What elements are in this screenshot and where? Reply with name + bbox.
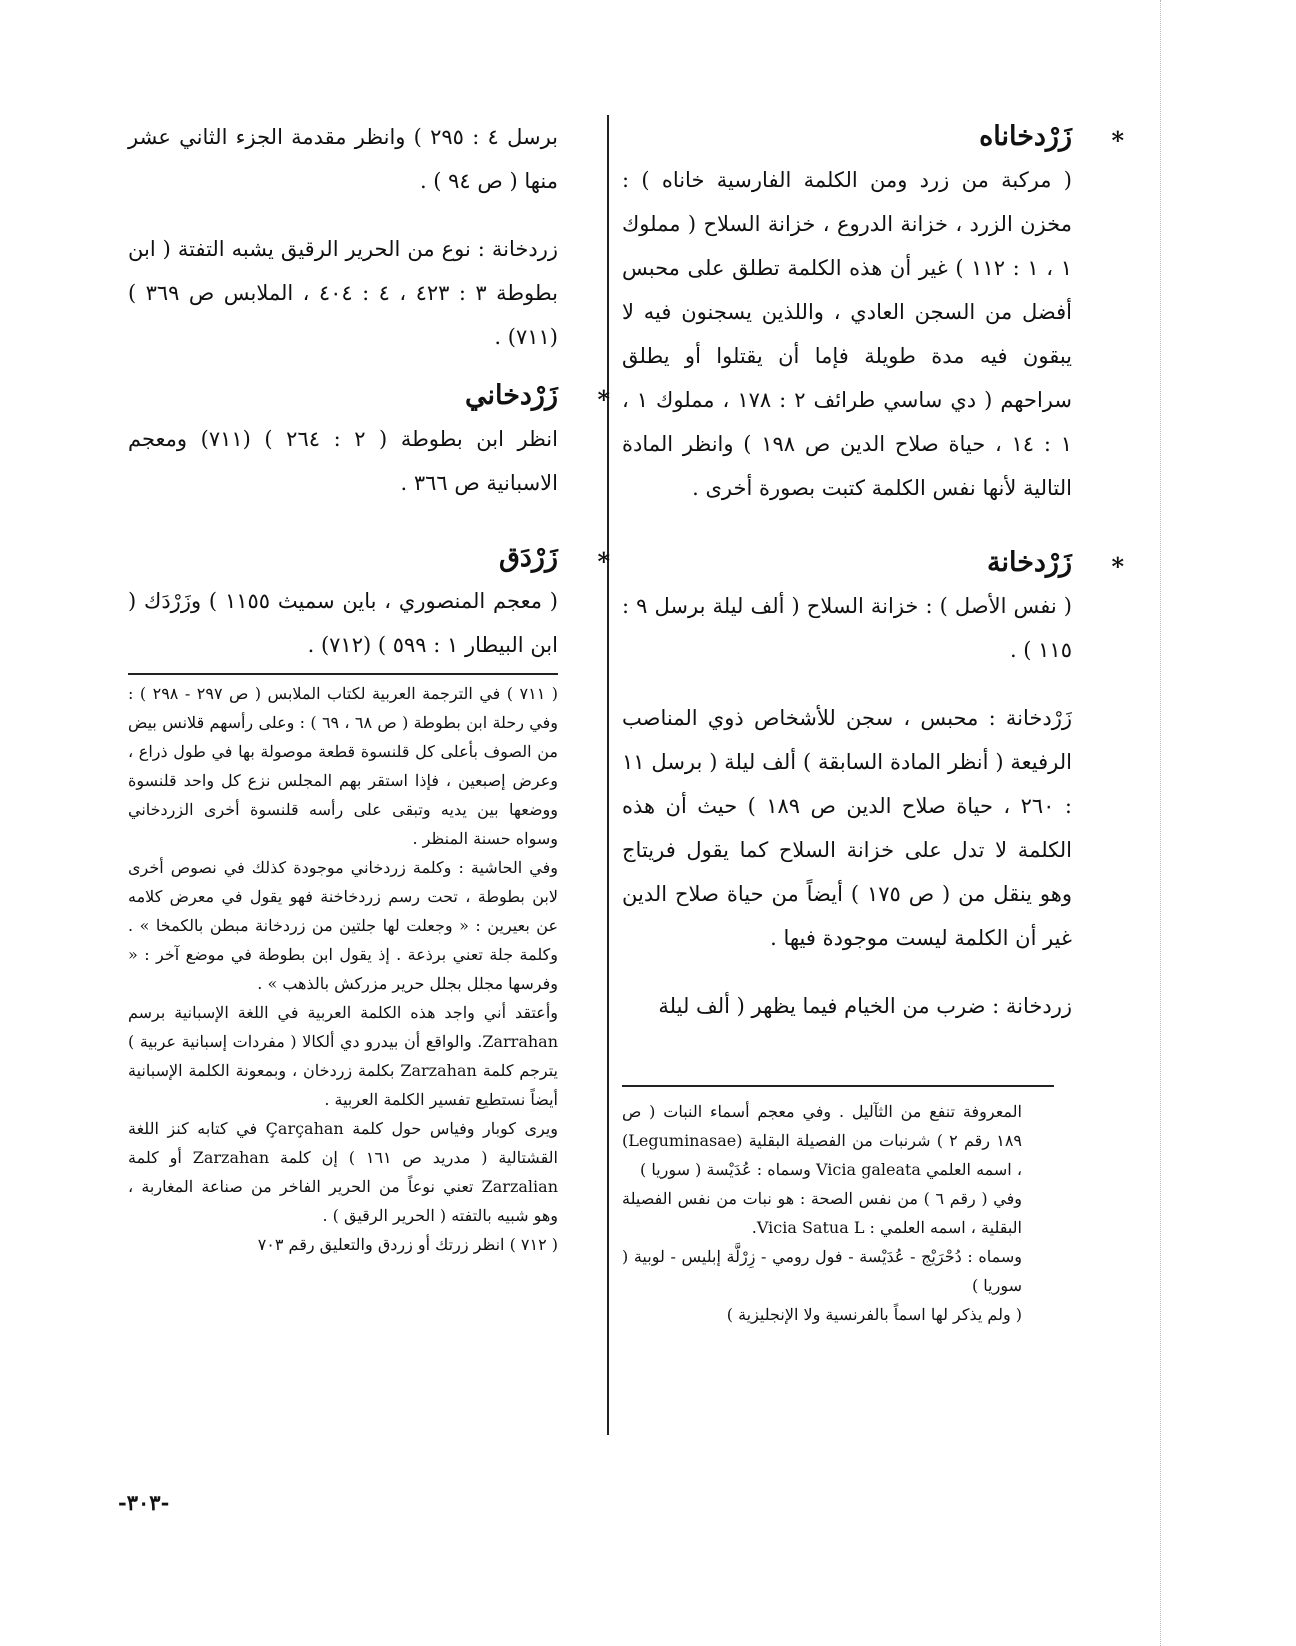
asterisk-icon: * <box>597 385 610 414</box>
asterisk-icon: * <box>1111 552 1124 581</box>
page-number: -٣٠٣- <box>118 1490 170 1515</box>
headword-text: زَرْدخاني <box>464 380 558 411</box>
entry-paragraph: ( معجم المنصوري ، باين سميث ١١٥٥ ) وزَرْدَك ( ابن البيطار ١ : ٥٩٩ ) (٧١٢) . <box>128 589 558 657</box>
left-column <box>128 115 610 1259</box>
headword <box>128 377 610 415</box>
page-edge-line <box>1160 0 1161 1646</box>
footnote-711: ( ٧١١ ) في الترجمة العربية لكتاب الملابس ( ص ٢٩٧ - ٢٩٨ ) : وفي رحلة ابن بطوطة ( ص ٦٨ ، ٦٩ ) : وعلى رأسهم قلانس بيض من الصوف بأعلى كل قلنسوة قطعة موصولة بها في طول ذراع ، وعرض إصبعين ، فإذا استقر بهم المجلس نزع كل واحد قلنسوة ووضعها بين يديه وتبقى على رأسه قلنسوة أخرى الزردخاني وسواه حسنة المنظر . <box>128 684 559 848</box>
footnote-text: وفي ( رقم ٦ ) من نفس الصحة : هو نبات من نفس الفصيلة البقلية ، اسمه العلمي : Vicia Satua L. <box>622 1189 1023 1237</box>
right-footnotes <box>622 1097 1022 1329</box>
headword <box>622 118 1124 156</box>
footnote-text: المعروفة تنفع من الثآليل . وفي معجم أسماء النبات ( ص ١٨٩ رقم ٢ ) شرنبات من الفصيلة البقلية (Leguminasae) ، اسمه العلمي Vicia galeata وسماه : عُدَيْسة ( سوريا ) <box>622 1102 1022 1179</box>
entry-paragraph: زَرْدخانة : محبس ، سجن للأشخاص ذوي المناصب الرفيعة ( أنظر المادة السابقة ) ألف ليلة ( برسل ١١ : ٢٦٠ ، حياة صلاح الدين ص ١٨٩ ) حيث أن هذه الكلمة لا تدل على خزانة السلاح كما يقول فريتاج وهو ينقل من ( ص ١٧٥ ) أيضاً من حياة صلاح الدين غير أن الكلمة ليست موجودة فيها . <box>622 706 1072 950</box>
headword-text: زَرْدَق <box>498 542 558 573</box>
entry-paragraph: ( مركبة من زرد ومن الكلمة الفارسية خاناه ) : مخزن الزرد ، خزانة الدروع ، خزانة السلاح ( مملوك ١ ، ١ : ١١٢ ) غير أن هذه الكلمة تطلق على محبس أفضل من السجن العادي ، واللذين يسجنون فيه لا يبقون فيه مدة طويلة فإما أن يقتلوا أو يطلق سراحهم ( دي ساسي طرائف ٢ : ١٧٨ ، مملوك ١ ، ١ : ١٤ ، حياة صلاح الدين ص ١٩٨ ) وانظر المادة التالية لأنها نفس الكلمة كتبت بصورة أخرى . <box>622 168 1072 500</box>
footnote-text: وأعتقد أني واجد هذه الكلمة العربية في اللغة الإسبانية برسم Zarrahan. والواقع أن بيدرو دي ألكالا ( مفردات إسبانية عربية ) يترجم كلمة Zarzahan بكلمة زردخان ، وبمعونة الكلمة الإسبانية أيضاً نستطيع تفسير الكلمة العربية . <box>128 1003 558 1109</box>
asterisk-icon: * <box>597 547 610 576</box>
entry-paragraph: انظر ابن بطوطة ( ٢ : ٢٦٤ ) (٧١١) ومعجم الاسبانية ص ٣٦٦ . <box>128 427 558 495</box>
entry-zardkhanah-2 <box>622 544 1124 1028</box>
continued-paragraph: برسل ٤ : ٢٩٥ ) وانظر مقدمة الجزء الثاني عشر منها ( ص ٩٤ ) . <box>128 125 559 193</box>
column-separator <box>607 115 609 1435</box>
entry-zardaq <box>128 539 610 667</box>
entry-paragraph: ( نفس الأصل ) : خزانة السلاح ( ألف ليلة برسل ٩ : ١١٥ ) . <box>622 594 1072 662</box>
asterisk-icon: * <box>1111 126 1124 155</box>
footnote-text: وسماه : دُحْرَيْج - عُدَيْسة - فول رومي - زِرْلَّة إبليس - لوبية ( سوريا ) <box>622 1247 1022 1295</box>
headword-text: زَرْدخانة <box>986 547 1072 578</box>
headword <box>128 539 610 577</box>
right-column <box>622 118 1124 1062</box>
entry-zardkhanah <box>622 118 1124 510</box>
footnote-rule <box>622 1085 1054 1087</box>
footnote-712: ( ٧١٢ ) انظر زرتك أو زردق والتعليق رقم ٧٠٣ <box>257 1235 558 1254</box>
footnote-text: وفي الحاشية : وكلمة زردخاني موجودة كذلك في نصوص أخرى لابن بطوطة ، تحت رسم زردخاخنة فهو يقول في معرض كلامه عن بعيرين : « وجعلت لها جلتين من زردخانة مبطن بالكمخا » . وكلمة جلة تعني برذعة . إذ يقول ابن بطوطة في موضع آخر : « وفرسها مجلل بجلل حرير مزركش بالذهب » . <box>128 858 558 993</box>
continued-paragraph: زردخانة : نوع من الحرير الرقيق يشبه التفتة ( ابن بطوطة ٣ : ٤٢٣ ، ٤ : ٤٠٤ ، الملابس ص ٣٦٩ ) (٧١١) . <box>128 237 558 349</box>
footnote-text: ( ولم يذكر لها اسماً بالفرنسية ولا الإنجليزية ) <box>726 1305 1022 1324</box>
entry-zardkhani <box>128 377 610 505</box>
headword-text: زَرْدخاناه <box>979 121 1072 152</box>
footnote-rule <box>128 673 558 675</box>
headword <box>622 544 1124 582</box>
footnote-text: ويرى كوبار وفياس حول كلمة Çarçahan في كتابه كنز اللغة القشتالية ( مدريد ص ١٦١ ) إن كلمة Zarzahan أو كلمة Zarzalian تعني نوعاً من الحرير الفاخر من صناعة المغاربة ، وهو شبيه بالتفته ( الحرير الرقيق ) . <box>128 1119 558 1225</box>
entry-paragraph: زردخانة : ضرب من الخيام فيما يظهر ( ألف ليلة <box>658 994 1072 1018</box>
